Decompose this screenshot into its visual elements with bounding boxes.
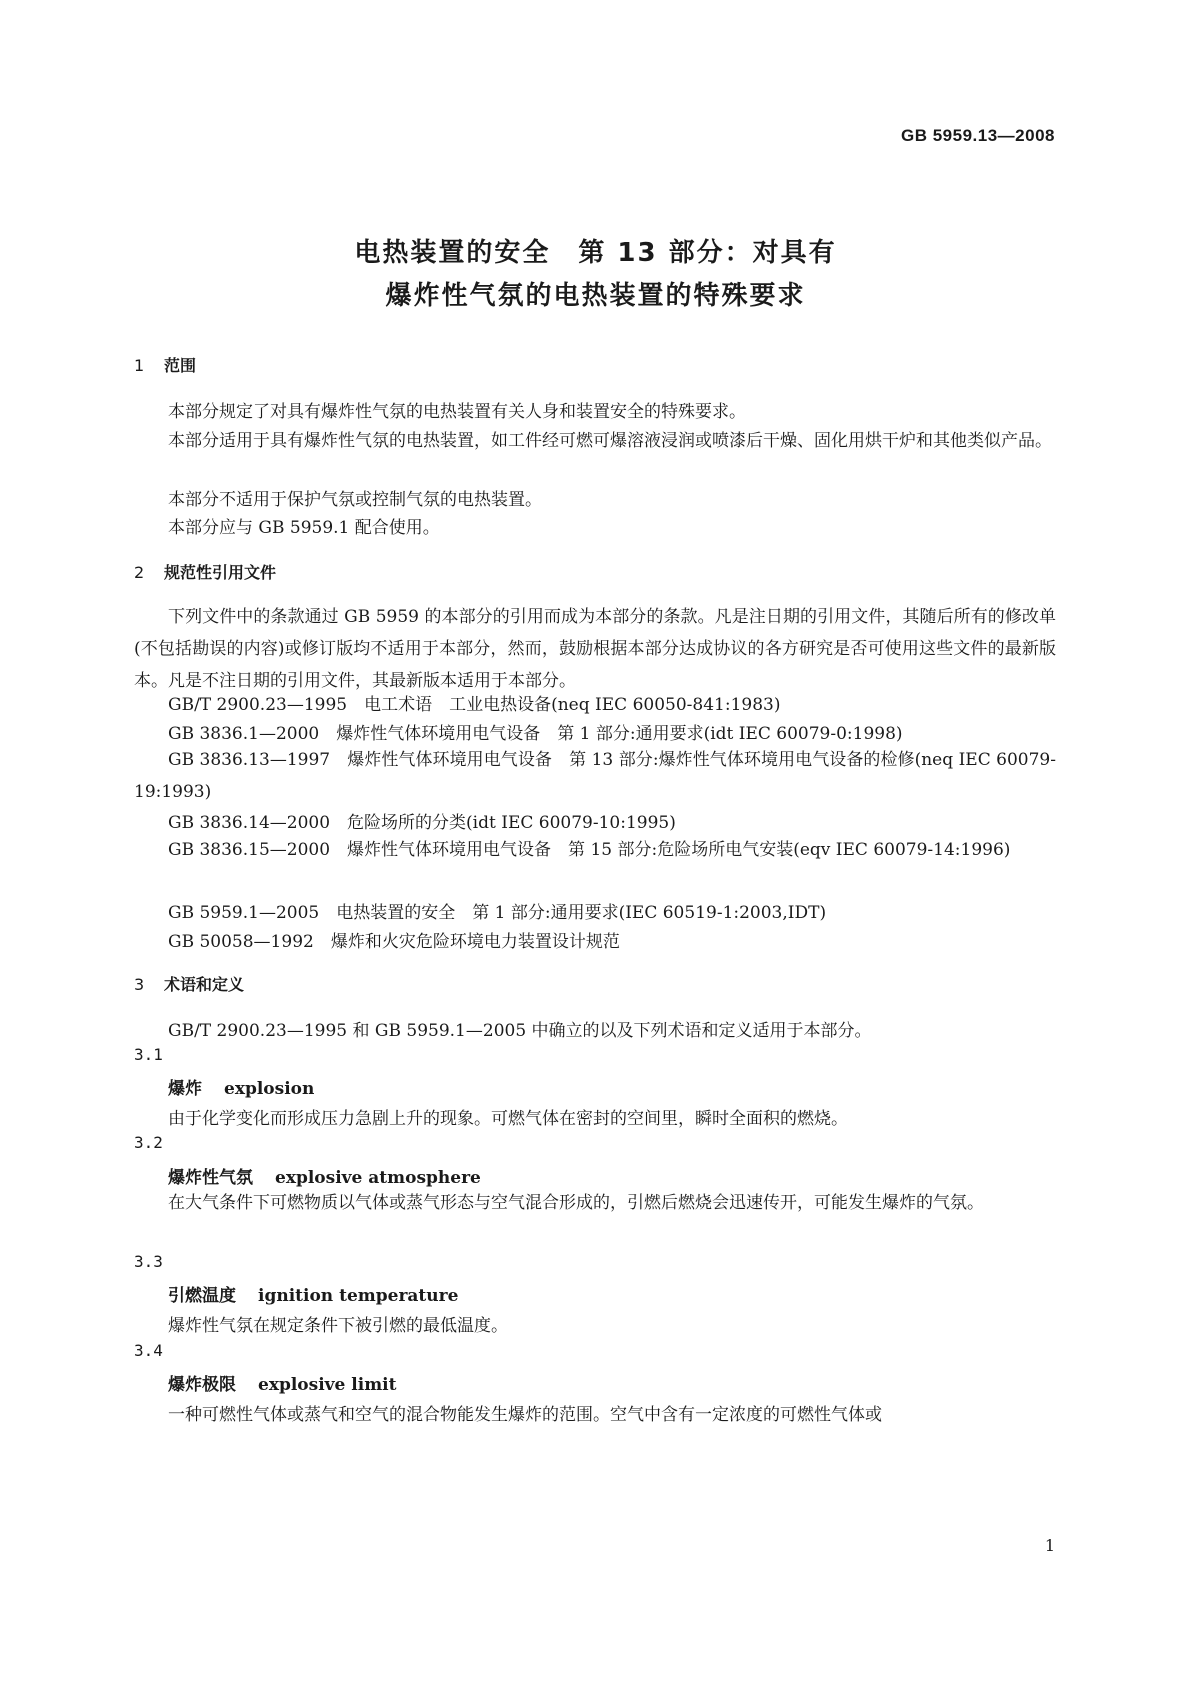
term-heading bbox=[168, 1281, 458, 1306]
section-1-paragraph: 本部分应与 GB 5959.1 配合使用。 bbox=[168, 518, 440, 538]
clause-number: 3.1 bbox=[134, 1045, 163, 1064]
reference-item: GB/T 2900.23—1995 电工术语 工业电热设备(neq IEC 60050-841:1983) bbox=[168, 695, 781, 715]
section-1-heading bbox=[134, 353, 196, 376]
reference-item: GB 3836.1—2000 爆炸性气体环境用电气设备 第 1 部分:通用要求(idt IEC 60079-0:1998) bbox=[168, 724, 903, 744]
reference-item: GB 3836.14—2000 危险场所的分类(idt IEC 60079-10:1995) bbox=[168, 813, 676, 833]
standard-number: GB 5959.13—2008 bbox=[901, 126, 1055, 145]
term-english: explosion bbox=[224, 1079, 315, 1099]
section-1-paragraph: 本部分规定了对具有爆炸性气氛的电热装置有关人身和装置安全的特殊要求。 bbox=[168, 402, 746, 422]
term-definition: 一种可燃性气体或蒸气和空气的混合物能发生爆炸的范围。空气中含有一定浓度的可燃性气体或 bbox=[168, 1405, 882, 1425]
term-heading bbox=[168, 1163, 481, 1188]
section-title: 规范性引用文件 bbox=[164, 563, 277, 582]
reference-item: GB 3836.13—1997 爆炸性气体环境用电气设备 第 13 部分:爆炸性气体环境用电气设备的检修(neq IEC 60079-19:1993) bbox=[134, 750, 1056, 802]
section-1-paragraph: 本部分适用于具有爆炸性气氛的电热装置，如工件经可燃可爆溶液浸润或喷漆后干燥、固化用烘干炉和其他类似产品。 bbox=[168, 431, 1052, 451]
section-number: 2 bbox=[134, 563, 145, 582]
section-2-intro: 下列文件中的条款通过 GB 5959 的本部分的引用而成为本部分的条款。凡是注日期的引用文件，其随后所有的修改单(不包括勘误的内容)或修订版均不适用于本部分，然而，鼓励根据本部分达成协议的各方研究是否可使用这些文件的最新版本。凡是不注日期的引用文件，其最新版本适用于本部分。 bbox=[134, 607, 1056, 691]
document-title-line-1: 电热装置的安全 第 13 部分：对具有 bbox=[354, 238, 837, 268]
clause-number: 3.2 bbox=[134, 1133, 163, 1152]
clause-number: 3.3 bbox=[134, 1252, 163, 1271]
section-3-intro: GB/T 2900.23—1995 和 GB 5959.1—2005 中确立的以及下列术语和定义适用于本部分。 bbox=[168, 1021, 872, 1041]
term-definition: 在大气条件下可燃物质以气体或蒸气形态与空气混合形成的，引燃后燃烧会迅速传开，可能发生爆炸的气氛。 bbox=[168, 1193, 984, 1213]
document-title-line-2: 爆炸性气氛的电热装置的特殊要求 bbox=[385, 281, 806, 311]
clause-number: 3.4 bbox=[134, 1341, 163, 1360]
section-number: 1 bbox=[134, 356, 145, 375]
page-number: 1 bbox=[1044, 1536, 1055, 1555]
section-number: 3 bbox=[134, 975, 145, 994]
term-heading bbox=[168, 1370, 397, 1395]
term-heading bbox=[168, 1074, 314, 1099]
term-chinese: 引燃温度 bbox=[168, 1286, 236, 1306]
section-title: 范围 bbox=[164, 356, 197, 375]
term-definition: 爆炸性气氛在规定条件下被引燃的最低温度。 bbox=[168, 1316, 508, 1336]
term-chinese: 爆炸 bbox=[168, 1079, 202, 1099]
term-english: explosive limit bbox=[258, 1375, 397, 1395]
term-chinese: 爆炸极限 bbox=[168, 1375, 236, 1395]
reference-item: GB 3836.15—2000 爆炸性气体环境用电气设备 第 15 部分:危险场所电气安装(eqv IEC 60079-14:1996) bbox=[168, 840, 1011, 860]
section-1-paragraph: 本部分不适用于保护气氛或控制气氛的电热装置。 bbox=[168, 490, 542, 510]
term-english: explosive atmosphere bbox=[275, 1168, 481, 1188]
reference-item: GB 5959.1—2005 电热装置的安全 第 1 部分:通用要求(IEC 60519-1:2003,IDT) bbox=[168, 903, 827, 923]
section-title: 术语和定义 bbox=[164, 975, 245, 994]
section-2-heading bbox=[134, 560, 276, 583]
term-english: ignition temperature bbox=[258, 1286, 459, 1306]
reference-item: GB 50058—1992 爆炸和火灾危险环境电力装置设计规范 bbox=[168, 932, 620, 952]
term-chinese: 爆炸性气氛 bbox=[168, 1168, 253, 1188]
term-definition: 由于化学变化而形成压力急剧上升的现象。可燃气体在密封的空间里，瞬时全面积的燃烧。 bbox=[168, 1109, 848, 1129]
section-3-heading bbox=[134, 972, 244, 995]
